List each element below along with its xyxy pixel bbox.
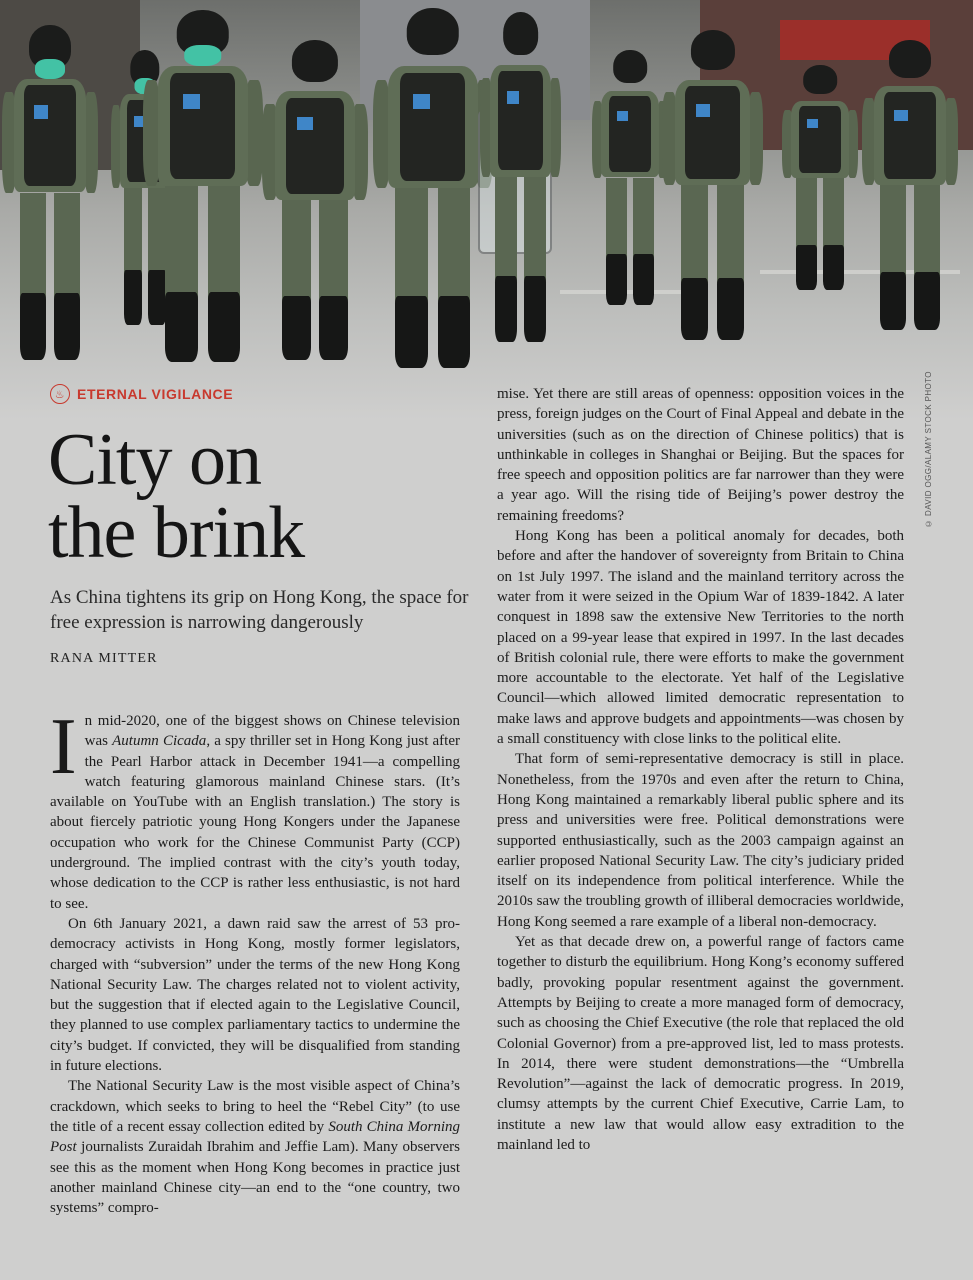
flame-icon: ♨ [50,384,70,404]
section-label: ETERNAL VIGILANCE [77,386,234,402]
paragraph-text: The National Security Law is the most visible aspect of China’s crackdown, which seeks to bring to heel the “Rebel City” (to use the title of a recent essay collection edited by [50,1078,460,1135]
paragraph: Hong Kong has been a political anomaly for decades, both before and after the handover of sovereignty from Britain to China on 1st July 1997. The island and the mainland territory across the water from it were seized in the Opium War of 1839-1842. A later conquest in 1898 saw the extensive New Territories to the north placed on a 99-year lease that expired in 1997. In the last decades of British colonial rule, there were efforts to make the government more accountable to the electorate. Yet half of the Legislative Council—which allowed limited democratic representation to make laws and approve budgets and appointments—was chosen by a small constituency with close links to the political elite. [497,528,904,748]
show-title: Autumn Cicada [112,733,207,750]
paragraph-text: n mid-2020, one of the biggest shows on Chinese television was [84,713,460,750]
article-headline [48,419,468,574]
drop-cap: I [50,703,77,791]
headline-line-2: the brink [48,492,305,574]
photo-credit: © DAVID OGG/ALAMY STOCK PHOTO [924,371,933,528]
standfirst: As China tightens its grip on Hong Kong, the space for free expression is narrowing dangerously [50,587,469,633]
section-tag [50,383,233,405]
officer [0,25,100,360]
officer [140,10,265,362]
paragraph-text: , a spy thriller set in Hong Kong just after the Pearl Harbor attack in December 1941—a compelling watch featuring glamorous mainland Chinese stars. (It’s available on YouTube with an English translation.) The story is about fiercely patriotic young Hong Kongers under the Japanese occupation who work for the Chinese Communist Party (CCP) underground. The implied contrast with the city’s youth today, whose dedication to the CCP is rather less enthusiastic, is not hard to see. [50,733,460,912]
body-column-right [497,384,904,1155]
hero-photo [0,0,973,420]
paragraph [50,1076,460,1218]
paragraph: mise. Yet there are still areas of openness: opposition voices in the press, foreign judges on the Court of Final Appeal and debate in the universities (such as on the direction of Chinese politics) that is unthinkable in colleges in Shanghai or Beijing. But the spaces for free speech and opposition politics are far narrower than they were a year ago. Will the rising tide of Beijing’s power destroy the remaining freedoms? [497,386,904,524]
paragraph-text: journalists Zuraidah Ibrahim and Jeffie Lam). Many observers see this as the moment when Hong Kong becomes in practice just another mainland Chinese city—an end to the “one country, two systems” compro- [50,1139,460,1217]
officer [780,65,860,290]
body-column-left [50,703,461,1218]
headline-line-1: City on [48,419,261,501]
paragraph: Yet as that decade drew on, a powerful range of factors came together to disturb the equilibrium. Hong Kong’s economy suffered badly, provoking popular resentment against the government. Attempts by Beijing to create a more managed form of democracy, such as choosing the Chief Executive (the role that replaced the old Colonial Governor) from a pre-approved list, led to mass protests. In 2014, there were student demonstrations—the “Umbrella Revolution”—against the lack of democratic progress. In 2019, clumsy attempts by the current Chief Executive, Carrie Lam, to institute a new law that would allow easy extradition to the mainland led to [497,934,904,1153]
officer [590,50,670,305]
officer [860,40,960,330]
publication-title: South China Morning Post [50,1118,461,1156]
paragraph: That form of semi-representative democracy is still in place. Nonetheless, from the 1970s and even after the return to China, Hong Kong maintained a remarkably liberal public sphere and its press and universities were free. Political demonstrations were supported enthusiastically, such as the 2003 campaign against an earlier proposed National Security Law. The city’s judiciary prided itself on its independence from political interference. While the 2010s saw the troubling growth of illiberal democracies worldwide, Hong Kong seemed a rare example of a liberal non-democracy. [497,751,904,930]
officer [260,40,370,360]
officer [660,30,765,340]
paragraph: On 6th January 2021, a dawn raid saw the arrest of 53 pro-democracy activists in Hong Kong, mostly former legislators, charged with “subversion” under the terms of the new Hong Kong National Security Law. The charges related not to violent activity, but the suggestion that if elected again to the Legislative Council, they planned to use complex parliamentary tactics to undermine the city’s budget. If convicted, they will be disqualified from standing in future elections. [50,915,460,1075]
paragraph [50,703,460,914]
officer [478,12,563,342]
byline: RANA MITTER [50,651,158,666]
officer [370,8,495,368]
